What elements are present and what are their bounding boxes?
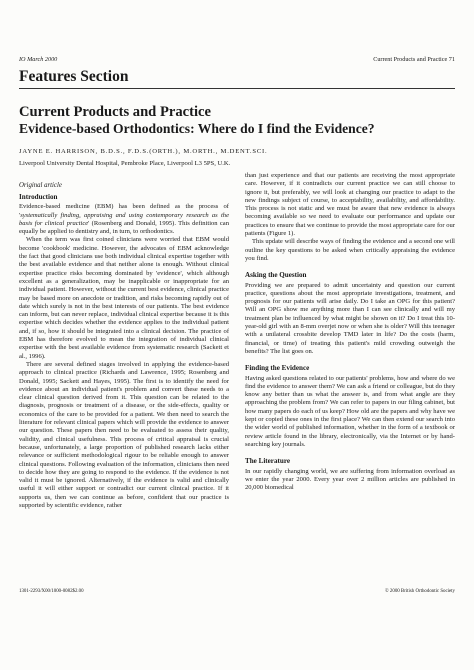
left-column <box>19 193 229 581</box>
right-column <box>245 172 455 584</box>
footer-issn: 1301-2293/X00/1000-0082$2.00 <box>19 589 84 594</box>
intro-paragraph-2: When the term was first coined clinicians were worried that EBM would become 'cookbook' medicine. However, the advocates of EBM acknowledge the fact that good clinicians use both individual clinical expertise together with the best available evidence and that neither alone is enough. Without clinical expertise practice risks becoming dominated by 'evidence', which although excellent as a generalization, may be inapplicable or inappropriate for an individual patient. However, without the current best evidence, clinical practice may be based more on anecdote or tradition, and risks becoming rapidly out of date which surely is not in the best interests of our patients. The best evidence can inform, but can never replace, individual clinical expertise because it is this expertise which decides whether the evidence applies to the individual patient and, if so, how it should be integrated into a clinical decision. The practice of EBM has therefore evolved to mean the integration of individual clinical expertise with the best available evidence from systematic research (Sackett et al., 1996). <box>19 236 229 360</box>
section-divider <box>19 88 455 89</box>
page-footer <box>19 589 455 597</box>
spacer <box>245 263 455 271</box>
intro-text-a: Evidence-based medicine (EBM) has been defined as the process of ' <box>19 203 229 219</box>
section-title: Features Section <box>19 68 129 85</box>
intro-text-b: ' (Rosenberg and Donald, 1995). This definition can equally be applied to dentistry and, in turn, to orthodontics. <box>19 219 229 236</box>
asking-paragraph: Providing we are prepared to admit uncertainty and question our current practice, questions about the most appropriate investigations, treatment, and prognosis for our patients will arise daily. Do I take an OPG for this patient? Will an OPG show me anything more than I can see clinically and will my treatment plan be influenced by what might be shown on it? Do I treat this 10-year-old girl with an 8-mm overjet now or when she is older? Will this teenager with a unilateral crossbite develop TMD later in life? Do the costs (harm, financial, or time) of treating this patient's mild crowding outweigh the benefits? The list goes on. <box>245 281 455 355</box>
spacer <box>245 356 455 364</box>
introduction-heading: Introduction <box>19 193 58 201</box>
article-title: Current Products and Practice <box>19 104 211 120</box>
literature-heading: The Literature <box>245 457 290 466</box>
finding-evidence-heading: Finding the Evidence <box>245 364 310 373</box>
intro-paragraph-3: There are several defined stages involved in applying the evidence-based approach to clinical practice (Richards and Lawrence, 1995; Rosenberg and Donald, 1995; Sackett and Hayes, 1995). The first is to identify the need for evidence about an individual patient's problem and convert these needs to a clear clinical question derived from it. This question can be related to the diagnosis, prognosis or treatment of a disease, or the side-effects, quality or economics of the care to be provided for a patient. We then need to search the literature for relevant clinical papers which will provide the evidence to answer our question. These papers then need to be evaluated to assess their quality, validity, and clinical usefulness. This process of critical appraisal is crucial because, unfortunately, a large proportion of published research lacks either relevance or sufficient methodological rigour to be reliable enough to answer clinical questions. Following evaluation of the information, clinicians then need to decide how they are going to respond to the evidence. If the evidence is not valid it must be ignored. Alternatively, if the evidence is valid and clinically useful it will either support or contradict our current clinical practice. If it supports us, then we can continue as before, confident that our practice is supported by scientific evidence, rather <box>19 360 229 509</box>
article-subtitle: Evidence-based Orthodontics: Where do I find the Evidence? <box>19 121 375 136</box>
footer-copyright: © 2000 British Orthodontic Society <box>384 589 455 594</box>
header-journal-date: IO March 2000 <box>19 56 58 63</box>
spacer <box>245 449 455 457</box>
running-header <box>19 56 455 66</box>
article-type: Original article <box>19 182 62 189</box>
update-paragraph: This update will describe ways of finding the evidence and a second one will outline the key questions to be asked when critically appraising the evidence you find. <box>245 238 455 262</box>
intro-paragraph-1 <box>19 203 229 236</box>
continued-paragraph: than just experience and that our patients are receiving the most appropriate care. However, if it contradicts our current practice we can still choose to ignore it, but preferably, we will look at changing our practice to adapt to the new findings subject of course, to acceptability, availability, and affordability. This process is not static and we must be aware that new evidence is always becoming available so we need to evaluate our performance and update our practices to ensure that we continue to provide the most appropriate care for our patients (Figure 1). <box>245 172 455 238</box>
intro-definition-quote: systematically finding, appraising and using contemporary research as the basis for clinical practice <box>19 211 229 227</box>
finding-paragraph: Having asked questions related to our patients' problems, how and where do we find the evidence to answer them? We can ask a friend or colleague, but do they know any better than us what the answer is, and from what angle are they approaching the problem from? We can refer to papers in our filing cabinet, but how many papers do each of us keep? How old are the papers and why have we kept or copied these ones in the first place? We can then extend our search into the wider world of published information, whether in the form of a textbook or review article found in the library, electronically, via the Internet or by hand-searching key journals. <box>245 374 455 448</box>
asking-question-heading: Asking the Question <box>245 271 307 280</box>
literature-paragraph: In our rapidly changing world, we are suffering from information overload as we enter the year 2000. Every year over 2 million articles are published in 20,000 biomedical <box>245 467 455 492</box>
header-page-info: Current Products and Practice 71 <box>373 56 455 63</box>
author-line: JAYNE E. HARRISON, B.D.S., F.D.S.(ORTH.), M.ORTH., M.DENT.SCI. <box>19 148 268 155</box>
affiliation-line: Liverpool University Dental Hospital, Pembroke Place, Liverpool L3 5PS, U.K. <box>19 160 231 167</box>
